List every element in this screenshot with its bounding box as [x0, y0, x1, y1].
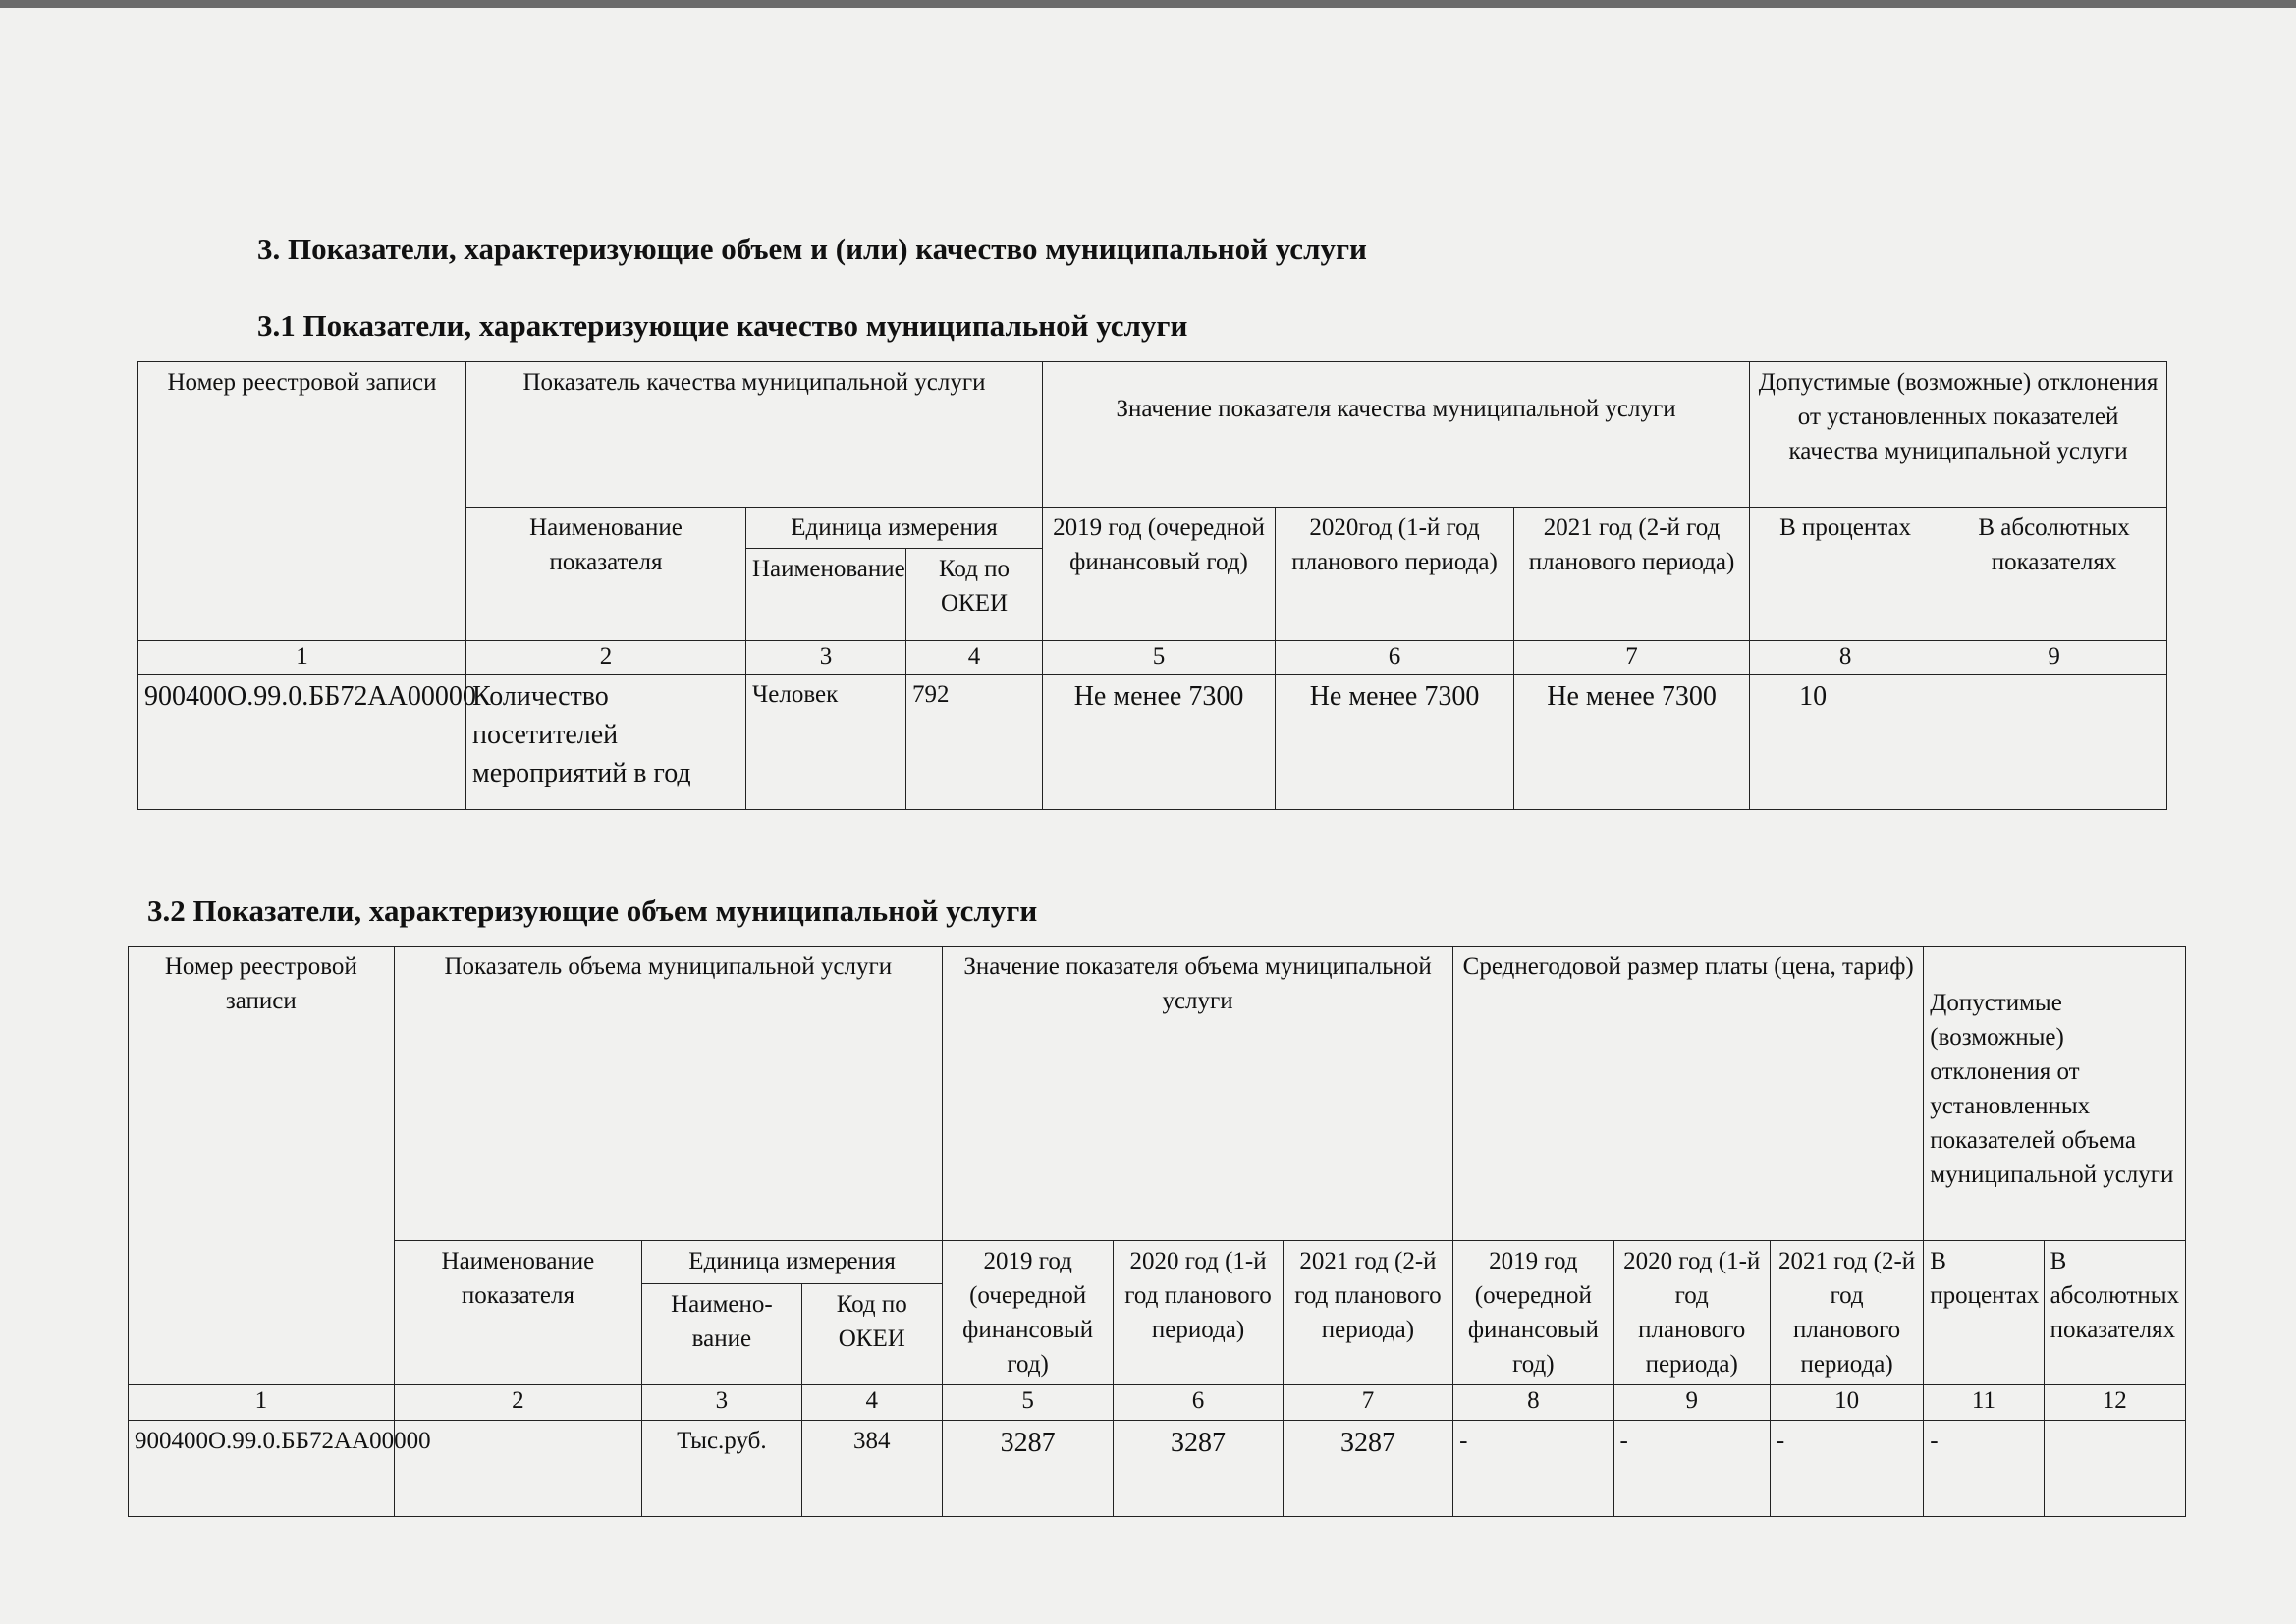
header-price-2019: 2019 год (очередной финансовый год) — [1453, 1241, 1613, 1385]
header-absolute: В абсолютных показателях — [1941, 508, 2167, 641]
cell-okei: 384 — [801, 1421, 942, 1517]
header-okei: Код по ОКЕИ — [801, 1284, 942, 1385]
header-value: Значение показателя объема муниципальной услуги — [942, 947, 1452, 1241]
quality-table — [137, 361, 2167, 810]
col-number: 5 — [1043, 641, 1276, 675]
header-deviation: Допустимые (возможные) отклонения от установленных показателей объема муниципальной услуги — [1924, 947, 2186, 1241]
col-number: 8 — [1750, 641, 1941, 675]
cell-value-2019: 3287 — [942, 1421, 1113, 1517]
col-number: 12 — [2044, 1385, 2185, 1421]
header-price: Среднегодовой размер платы (цена, тариф) — [1453, 947, 1924, 1241]
header-value: Значение показателя качества муниципальной услуги — [1043, 362, 1750, 508]
header-name: Наименование показателя — [394, 1241, 642, 1385]
cell-registry: 900400О.99.0.ББ72АА00000 — [138, 675, 466, 810]
header-2019: 2019 год (очередной финансовый год) — [1043, 508, 1276, 641]
volume-table — [128, 946, 2186, 1517]
header-value-2021: 2021 год (2-й год планового периода) — [1283, 1241, 1452, 1385]
cell-unit: Человек — [746, 675, 906, 810]
cell-okei: 792 — [906, 675, 1043, 810]
col-number: 3 — [746, 641, 906, 675]
cell-value-2020: Не менее 7300 — [1276, 675, 1514, 810]
header-2021: 2021 год (2-й год планового периода) — [1514, 508, 1750, 641]
scan-edge — [0, 0, 2296, 8]
header-unit-name: Наимено-вание — [642, 1284, 801, 1385]
header-registry: Номер реестровой записи — [129, 947, 395, 1385]
col-number: 5 — [942, 1385, 1113, 1421]
col-number: 11 — [1924, 1385, 2044, 1421]
cell-price-2020: - — [1613, 1421, 1770, 1517]
cell-value-2020: 3287 — [1114, 1421, 1283, 1517]
col-number: 10 — [1770, 1385, 1923, 1421]
section-title: 3. Показатели, характеризующие объем и (или) качество муниципальной услуги — [257, 232, 1367, 266]
header-registry: Номер реестровой записи — [138, 362, 466, 641]
cell-absolute — [1941, 675, 2167, 810]
cell-percent: - — [1924, 1421, 2044, 1517]
cell-percent: 10 — [1750, 675, 1941, 810]
col-number: 9 — [1613, 1385, 1770, 1421]
col-number: 1 — [138, 641, 466, 675]
header-indicator: Показатель объема муниципальной услуги — [394, 947, 942, 1241]
col-number: 6 — [1276, 641, 1514, 675]
header-unit: Единица измерения — [746, 508, 1043, 549]
col-number: 4 — [801, 1385, 942, 1421]
col-number: 7 — [1283, 1385, 1452, 1421]
cell-unit: Тыс.руб. — [642, 1421, 801, 1517]
cell-value-2019: Не менее 7300 — [1043, 675, 1276, 810]
cell-value-2021: 3287 — [1283, 1421, 1452, 1517]
cell-registry: 900400О.99.0.ББ72АА00000 — [129, 1421, 395, 1517]
header-percent: В процентах — [1924, 1241, 2044, 1385]
header-unit-name: Наименование — [746, 549, 906, 641]
header-okei: Код по ОКЕИ — [906, 549, 1043, 641]
header-name: Наименование показателя — [466, 508, 746, 641]
cell-indicator-name: Количество посетителей мероприятий в год — [466, 675, 746, 810]
cell-value-2021: Не менее 7300 — [1514, 675, 1750, 810]
col-number: 4 — [906, 641, 1043, 675]
cell-price-2019: - — [1453, 1421, 1613, 1517]
quality-table-title: 3.1 Показатели, характеризующие качество муниципальной услуги — [257, 308, 1188, 343]
col-number: 8 — [1453, 1385, 1613, 1421]
header-absolute: В абсолютных показателях — [2044, 1241, 2185, 1385]
col-number: 2 — [394, 1385, 642, 1421]
header-value-2019: 2019 год (очередной финансовый год) — [942, 1241, 1113, 1385]
col-number: 6 — [1114, 1385, 1283, 1421]
col-number: 3 — [642, 1385, 801, 1421]
header-deviation: Допустимые (возможные) отклонения от установленных показателей качества муниципальной услуги — [1750, 362, 2167, 508]
cell-price-2021: - — [1770, 1421, 1923, 1517]
header-unit: Единица измерения — [642, 1241, 943, 1284]
col-number: 2 — [466, 641, 746, 675]
col-number: 1 — [129, 1385, 395, 1421]
header-price-2020: 2020 год (1-й год планового периода) — [1613, 1241, 1770, 1385]
col-number: 7 — [1514, 641, 1750, 675]
header-price-2021: 2021 год (2-й год планового периода) — [1770, 1241, 1923, 1385]
header-indicator: Показатель качества муниципальной услуги — [466, 362, 1043, 508]
cell-indicator-name — [394, 1421, 642, 1517]
col-number: 9 — [1941, 641, 2167, 675]
header-percent: В процентах — [1750, 508, 1941, 641]
header-value-2020: 2020 год (1-й год планового периода) — [1114, 1241, 1283, 1385]
volume-table-title: 3.2 Показатели, характеризующие объем муниципальной услуги — [147, 893, 1038, 928]
cell-absolute — [2044, 1421, 2185, 1517]
header-2020: 2020год (1-й год планового периода) — [1276, 508, 1514, 641]
